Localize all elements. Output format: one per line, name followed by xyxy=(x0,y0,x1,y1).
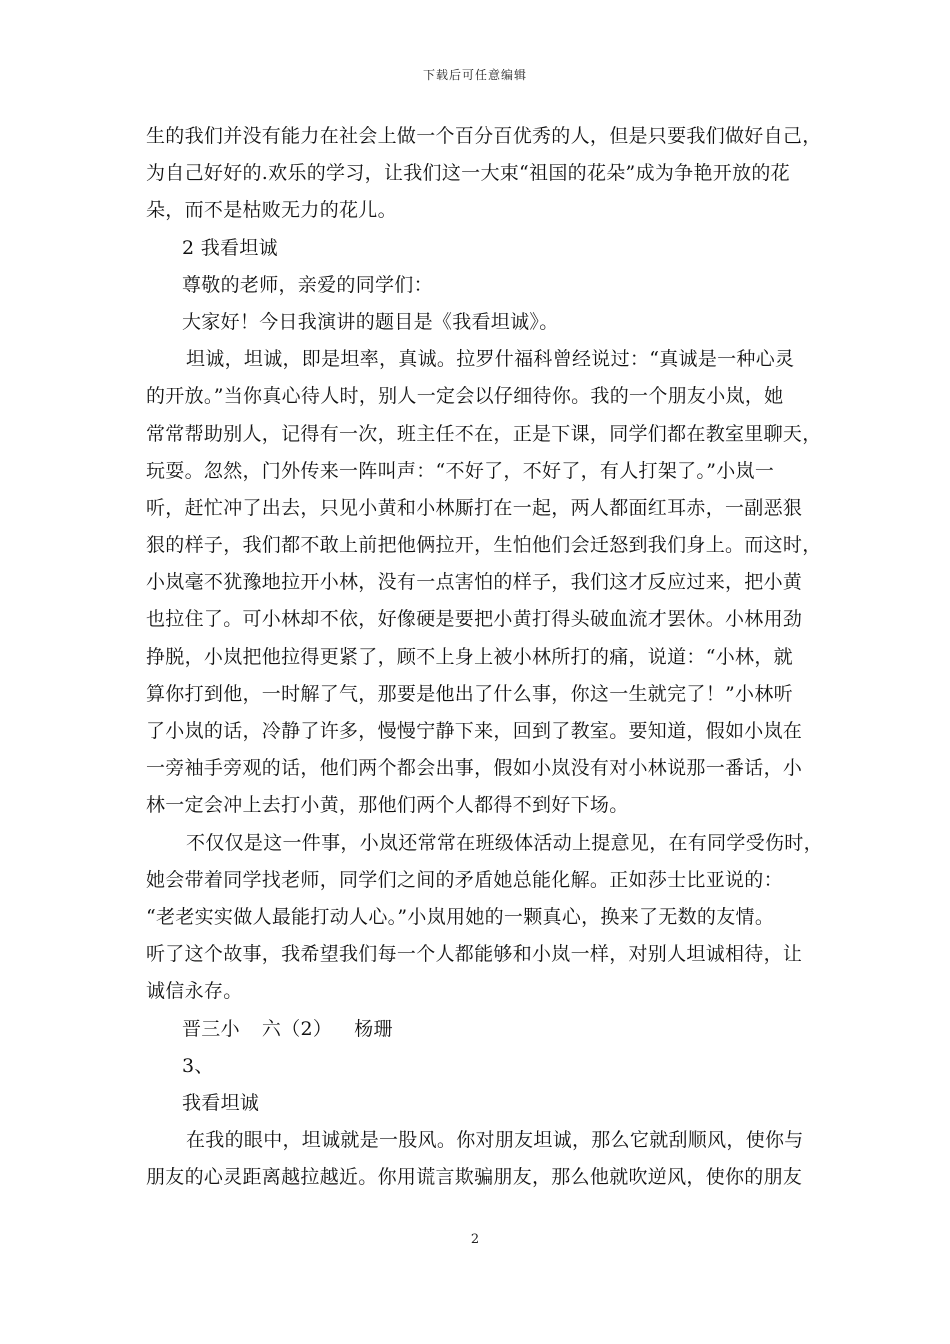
text-line: 朵，而不是枯败无力的花儿。 xyxy=(146,199,397,222)
text-line: 她会带着同学找老师，同学们之间的矛盾她总能化解。正如莎士比亚说的： xyxy=(146,868,783,891)
text-line: 也拉住了。可小林却不依，好像硬是要把小黄打得头破血流才罢休。小林用劲 xyxy=(146,608,803,631)
text-line: 听了这个故事，我希望我们每一个人都能够和小岚一样，对别人坦诚相待，让 xyxy=(146,943,803,966)
paragraph-start: 坦诚，坦诚，即是坦率，真诚。拉罗什福科曾经说过：“真诚是一种心灵 xyxy=(186,348,795,371)
text-line: “老老实实做人最能打动人心。”小岚用她的一颗真心，换来了无数的友情。 xyxy=(146,905,775,928)
text-line: 小岚毫不犹豫地拉开小林，没有一点害怕的样子，我们这才反应过来，把小黄 xyxy=(146,571,803,594)
document-body xyxy=(146,118,823,1196)
section-number: 3、 xyxy=(182,1054,214,1077)
text-line: 了小岚的话，冷静了许多，慢慢宁静下来，回到了教室。要知道，假如小岚在 xyxy=(146,720,803,742)
author-signature xyxy=(146,1011,818,1048)
text-line: 常常帮助别人，记得有一次，班主任不在，正是下课，同学们都在教室里聊天， xyxy=(146,422,822,445)
text-line: 为自己好好的.欢乐的学习，让我们这一大束“祖国的花朵”成为争艳开放的花 xyxy=(146,162,790,185)
text-line: 挣脱，小岚把他拉得更紧了，顾不上身上被小林所打的痛，说道：“小林，就 xyxy=(146,645,793,668)
text-line: 狠的样子，我们都不敢上前把他俩拉开，生怕他们会迁怒到我们身上。而这时， xyxy=(146,534,822,557)
text-line: 一旁袖手旁观的话，他们两个都会出事，假如小岚没有对小林说那一番话，小 xyxy=(146,757,803,780)
paragraph-start: 不仅仅是这一件事，小岚还常常在班级体活动上提意见，在有同学受伤时， xyxy=(186,831,823,854)
text-line: 的开放。”当你真心待人时，别人一定会以仔细待你。我的一个朋友小岚，她 xyxy=(146,385,784,408)
section-heading: 我看坦诚 xyxy=(182,1091,260,1114)
section-heading: 2 我看坦诚 xyxy=(182,236,278,259)
salutation: 尊敬的老师，亲爱的同学们： xyxy=(182,273,433,296)
text-line: 生的我们并没有能力在社会上做一个百分百优秀的人，但是只要我们做好自己， xyxy=(146,125,822,147)
page-header: 下载后可任意编辑 xyxy=(422,68,527,82)
text-line: 林一定会冲上去打小黄，那他们两个人都得不到好下场。 xyxy=(146,794,629,817)
text-line: 玩耍。忽然，门外传来一阵叫声：“不好了，不好了，有人打架了。”小岚一 xyxy=(146,459,775,482)
paragraph-start: 在我的眼中，坦诚就是一股风。你对朋友坦诚，那么它就刮顺风，使你与 xyxy=(186,1129,804,1152)
text-line: 朋友的心灵距离越拉越近。你用谎言欺骗朋友，那么他就吹逆风，使你的朋友 xyxy=(146,1166,803,1189)
signature-class: 六（2） xyxy=(261,1017,333,1040)
greeting-line: 大家好！今日我演讲的题目是《我看坦诚》。 xyxy=(182,310,559,333)
text-line: 听，赶忙冲了出去，只见小黄和小林厮打在一起，两人都面红耳赤，一副恶狠 xyxy=(146,496,803,519)
page-number: 2 xyxy=(470,1232,480,1247)
text-line: 算你打到他，一时解了气，那要是他出了什么事，你这一生就完了！”小林听 xyxy=(146,682,793,705)
signature-school: 晋三小 xyxy=(182,1017,240,1040)
text-line: 诚信永存。 xyxy=(146,980,243,1003)
signature-name: 杨珊 xyxy=(354,1017,393,1040)
